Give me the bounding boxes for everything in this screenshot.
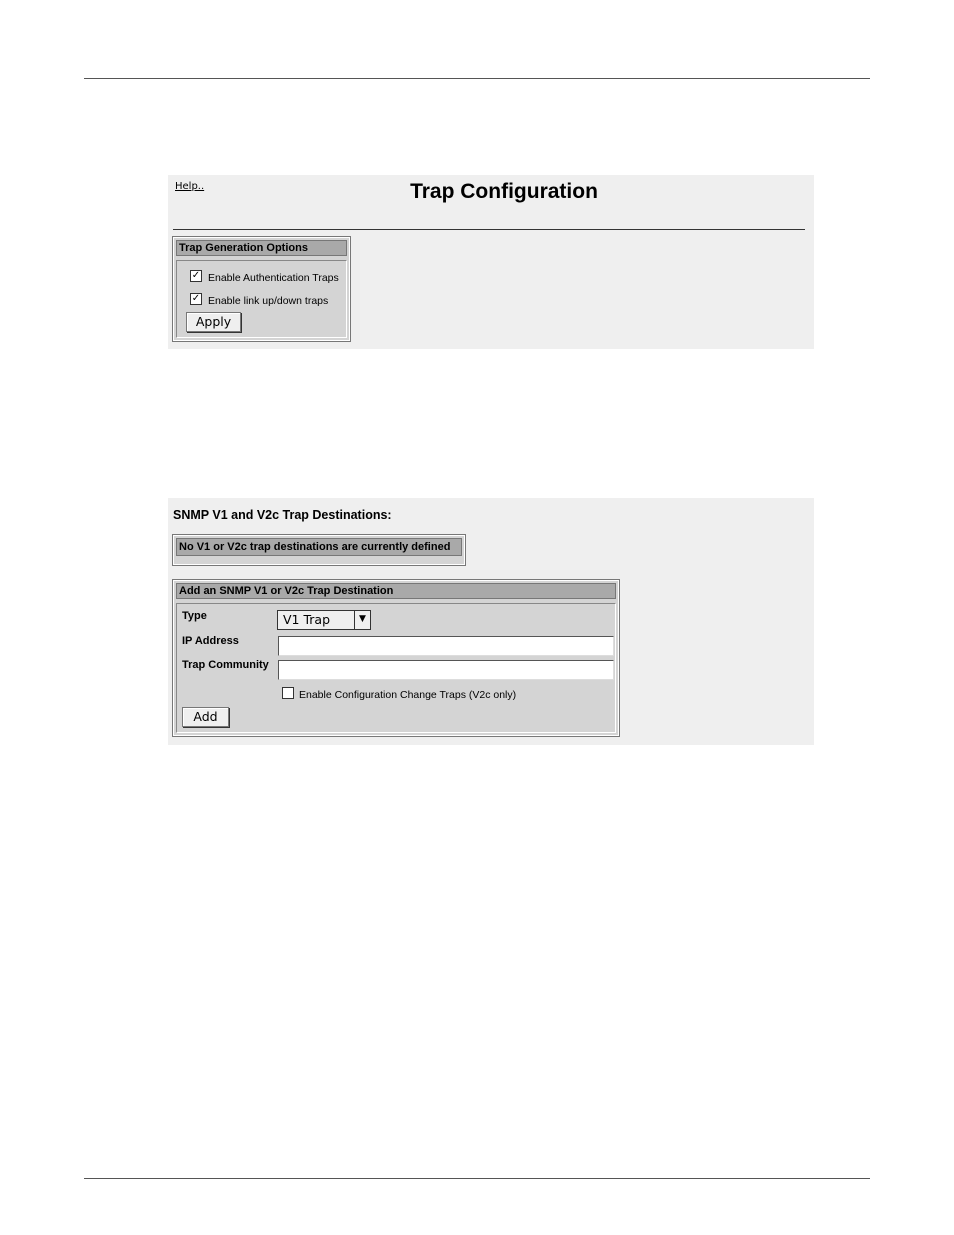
page-title: Trap Configuration (410, 180, 598, 203)
no-destinations-message: No V1 or V2c trap destinations are currently defined (176, 538, 462, 556)
auth-traps-checkbox[interactable] (190, 270, 202, 282)
add-destination-group (173, 580, 619, 736)
help-link[interactable]: Help.. (175, 181, 205, 192)
add-button[interactable]: Add (182, 707, 229, 727)
destinations-list (173, 535, 465, 565)
page-top-rule (84, 78, 870, 79)
page-bottom-rule (84, 1178, 870, 1179)
link-traps-checkbox[interactable] (190, 293, 202, 305)
ip-address-label: IP Address (182, 635, 239, 647)
trap-generation-options-heading: Trap Generation Options (176, 240, 347, 256)
apply-button[interactable]: Apply (186, 312, 241, 332)
type-select[interactable] (277, 610, 371, 630)
type-label: Type (182, 610, 207, 622)
add-destination-heading: Add an SNMP V1 or V2c Trap Destination (176, 583, 616, 599)
type-select-value: V1 Trap (283, 612, 331, 627)
trap-community-label: Trap Community (182, 659, 269, 671)
trap-configuration-panel (168, 175, 814, 349)
auth-traps-label: Enable Authentication Traps (208, 272, 339, 284)
link-traps-label: Enable link up/down traps (208, 295, 329, 307)
config-change-traps-checkbox[interactable] (282, 687, 294, 699)
trap-community-input[interactable] (278, 660, 614, 680)
trap-destinations-panel (168, 498, 814, 745)
ip-address-input[interactable] (278, 636, 614, 656)
trap-generation-options-group (173, 237, 350, 341)
config-change-traps-label: Enable Configuration Change Traps (V2c only) (299, 689, 517, 701)
destinations-section-title: SNMP V1 and V2c Trap Destinations: (173, 508, 392, 522)
check-mark-icon: ✓ (191, 270, 201, 281)
dropdown-arrow-icon[interactable]: ▼ (354, 611, 370, 629)
title-divider (173, 229, 805, 230)
check-mark-icon: ✓ (191, 293, 201, 304)
